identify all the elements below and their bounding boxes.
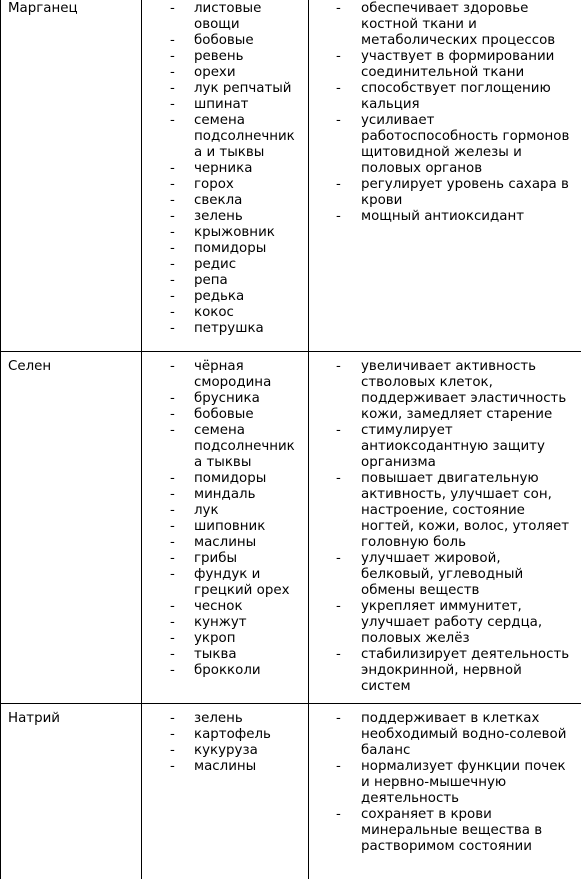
- list-item: [309, 551, 581, 599]
- list-item-text: укрепляет иммунитет, улучшает работу сердца, половых желёз: [361, 599, 542, 646]
- list-item: [142, 551, 308, 567]
- bullet-dash: -: [170, 551, 175, 567]
- bullet-dash: -: [170, 241, 175, 257]
- list-item: [142, 49, 308, 65]
- bullet-dash: -: [336, 551, 341, 567]
- list-item-text: тыква: [194, 647, 237, 662]
- list-item: [142, 743, 308, 759]
- list-item-text: миндаль: [194, 487, 255, 502]
- list-item-text: редис: [194, 257, 236, 272]
- list-item-text: черника: [194, 161, 252, 176]
- health-effects-cell: [309, 704, 581, 879]
- list-item-text: петрушка: [194, 321, 264, 336]
- list-item-text: способствует поглощению кальция: [361, 81, 551, 112]
- bullet-dash: -: [336, 81, 341, 97]
- bullet-dash: -: [170, 177, 175, 193]
- health-effects-list: [309, 359, 581, 695]
- bullet-dash: -: [170, 471, 175, 487]
- list-item-text: редька: [194, 289, 244, 304]
- list-item: [142, 599, 308, 615]
- list-item-text: зелень: [194, 209, 243, 224]
- bullet-dash: -: [170, 727, 175, 743]
- element-name-cell: [1, 704, 142, 879]
- bullet-dash: -: [170, 663, 175, 679]
- list-item-text: обеспечивает здоровье костной ткани и метаболических процессов: [361, 1, 555, 48]
- list-item: [142, 289, 308, 305]
- list-item-text: свекла: [194, 193, 242, 208]
- bullet-dash: -: [336, 177, 341, 193]
- list-item-text: мощный антиоксидант: [361, 209, 524, 224]
- list-item: [142, 81, 308, 97]
- list-item-text: повышает двигательную активность, улучшает сон, настроение, состояние ногтей, кожи, волос, утоляет головную боль: [361, 471, 569, 550]
- list-item: [142, 503, 308, 519]
- list-item: [142, 759, 308, 775]
- list-item: [309, 209, 581, 225]
- bullet-dash: -: [170, 759, 175, 775]
- bullet-dash: -: [170, 97, 175, 113]
- element-name: Марганец: [8, 1, 78, 16]
- bullet-dash: -: [336, 711, 341, 727]
- list-item-text: усиливает работоспособность гормонов щитовидной железы и половых органов: [361, 113, 569, 176]
- list-item: [309, 81, 581, 113]
- food-sources-list: [142, 711, 308, 775]
- list-item-text: помидоры: [194, 471, 266, 486]
- list-item-text: ревень: [194, 49, 244, 64]
- bullet-dash: -: [170, 567, 175, 583]
- list-item-text: поддерживает в клетках необходимый водно-солевой баланс: [361, 711, 566, 758]
- food-sources-cell: [142, 704, 309, 879]
- list-item: [142, 519, 308, 535]
- list-item: [142, 209, 308, 225]
- list-item: [142, 241, 308, 257]
- list-item: [142, 647, 308, 663]
- element-name: Натрий: [8, 711, 60, 726]
- list-item-text: нормализует функции почек и нервно-мышечную деятельность: [361, 759, 566, 806]
- bullet-dash: -: [170, 49, 175, 65]
- table-row: [1, 704, 581, 879]
- list-item: [142, 305, 308, 321]
- list-item-text: регулирует уровень сахара в крови: [361, 177, 569, 208]
- list-item-text: брокколи: [194, 663, 261, 678]
- list-item: [309, 359, 581, 423]
- bullet-dash: -: [170, 359, 175, 375]
- food-sources-list: [142, 359, 308, 679]
- list-item: [142, 33, 308, 49]
- list-item: [142, 321, 308, 337]
- list-item-text: кокос: [194, 305, 234, 320]
- list-item-text: грибы: [194, 551, 237, 566]
- bullet-dash: -: [336, 113, 341, 129]
- list-item: [142, 423, 308, 471]
- list-item: [142, 631, 308, 647]
- list-item-text: семена подсолнечник а и тыквы: [194, 113, 295, 160]
- bullet-dash: -: [170, 81, 175, 97]
- list-item: [309, 759, 581, 807]
- list-item-text: чёрная смородина: [194, 359, 271, 390]
- bullet-dash: -: [336, 359, 341, 375]
- list-item-text: бобовые: [194, 407, 254, 422]
- list-item-text: крыжовник: [194, 225, 275, 240]
- health-effects-list: [309, 1, 581, 225]
- bullet-dash: -: [170, 423, 175, 439]
- list-item-text: кунжут: [194, 615, 247, 630]
- list-item-text: кукуруза: [194, 743, 258, 758]
- bullet-dash: -: [336, 1, 341, 17]
- food-sources-cell: [142, 352, 309, 704]
- bullet-dash: -: [170, 631, 175, 647]
- list-item: [309, 711, 581, 759]
- bullet-dash: -: [170, 257, 175, 273]
- list-item: [142, 727, 308, 743]
- element-name-cell: [1, 352, 142, 704]
- bullet-dash: -: [170, 535, 175, 551]
- bullet-dash: -: [336, 647, 341, 663]
- list-item-text: репа: [194, 273, 228, 288]
- list-item: [142, 65, 308, 81]
- bullet-dash: -: [170, 225, 175, 241]
- bullet-dash: -: [170, 321, 175, 337]
- bullet-dash: -: [170, 193, 175, 209]
- list-item: [142, 535, 308, 551]
- list-item: [309, 807, 581, 855]
- list-item-text: зелень: [194, 711, 243, 726]
- list-item-text: участвует в формировании соединительной ткани: [361, 49, 554, 80]
- bullet-dash: -: [170, 289, 175, 305]
- element-name-cell: [1, 0, 142, 352]
- bullet-dash: -: [336, 49, 341, 65]
- bullet-dash: -: [170, 615, 175, 631]
- list-item-text: семена подсолнечник а тыквы: [194, 423, 295, 470]
- list-item-text: орехи: [194, 65, 236, 80]
- list-item-text: сохраняет в крови минеральные вещества в растворимом состоянии: [361, 807, 542, 854]
- list-item: [142, 193, 308, 209]
- list-item: [142, 177, 308, 193]
- list-item: [309, 177, 581, 209]
- list-item: [142, 567, 308, 599]
- bullet-dash: -: [336, 759, 341, 775]
- bullet-dash: -: [336, 807, 341, 823]
- list-item-text: шпинат: [194, 97, 248, 112]
- table-row: [1, 0, 581, 352]
- food-sources-cell: [142, 0, 309, 352]
- list-item: [142, 359, 308, 391]
- list-item: [142, 407, 308, 423]
- bullet-dash: -: [170, 113, 175, 129]
- list-item-text: лук репчатый: [194, 81, 292, 96]
- list-item-text: маслины: [194, 759, 256, 774]
- bullet-dash: -: [170, 161, 175, 177]
- list-item-text: лук: [194, 503, 219, 518]
- list-item: [309, 471, 581, 551]
- list-item: [309, 49, 581, 81]
- list-item: [142, 663, 308, 679]
- list-item: [142, 615, 308, 631]
- list-item: [142, 225, 308, 241]
- bullet-dash: -: [170, 33, 175, 49]
- list-item: [142, 1, 308, 33]
- bullet-dash: -: [170, 599, 175, 615]
- list-item-text: стабилизирует деятельность эндокринной, нервной систем: [361, 647, 569, 694]
- list-item-text: стимулирует антиоксодантную защиту организма: [361, 423, 545, 470]
- health-effects-list: [309, 711, 581, 855]
- bullet-dash: -: [336, 209, 341, 225]
- bullet-dash: -: [336, 599, 341, 615]
- food-sources-list: [142, 1, 308, 337]
- list-item-text: фундук и грецкий орех: [194, 567, 290, 598]
- bullet-dash: -: [170, 407, 175, 423]
- element-name: Селен: [8, 359, 51, 374]
- table-row: [1, 352, 581, 704]
- list-item: [142, 257, 308, 273]
- list-item: [142, 471, 308, 487]
- list-item-text: чеснок: [194, 599, 243, 614]
- list-item: [142, 711, 308, 727]
- list-item-text: бобовые: [194, 33, 254, 48]
- bullet-dash: -: [170, 519, 175, 535]
- health-effects-cell: [309, 0, 581, 352]
- list-item: [142, 113, 308, 161]
- list-item: [142, 161, 308, 177]
- bullet-dash: -: [170, 209, 175, 225]
- list-item-text: укроп: [194, 631, 235, 646]
- bullet-dash: -: [170, 503, 175, 519]
- health-effects-cell: [309, 352, 581, 704]
- list-item-text: листовые овощи: [194, 1, 261, 32]
- list-item: [142, 487, 308, 503]
- bullet-dash: -: [170, 487, 175, 503]
- list-item-text: улучшает жировой, белковый, углеводный обмены веществ: [361, 551, 523, 598]
- list-item-text: горох: [194, 177, 234, 192]
- list-item-text: картофель: [194, 727, 271, 742]
- list-item-text: увеличивает активность стволовых клеток, поддерживает эластичность кожи, замедляет старение: [361, 359, 566, 422]
- bullet-dash: -: [170, 305, 175, 321]
- bullet-dash: -: [170, 647, 175, 663]
- bullet-dash: -: [336, 471, 341, 487]
- list-item-text: маслины: [194, 535, 256, 550]
- bullet-dash: -: [170, 743, 175, 759]
- list-item: [142, 273, 308, 289]
- bullet-dash: -: [170, 391, 175, 407]
- bullet-dash: -: [170, 273, 175, 289]
- list-item: [309, 647, 581, 695]
- list-item-text: помидоры: [194, 241, 266, 256]
- list-item: [309, 599, 581, 647]
- list-item: [309, 113, 581, 177]
- bullet-dash: -: [170, 65, 175, 81]
- list-item: [142, 97, 308, 113]
- list-item: [142, 391, 308, 407]
- list-item: [309, 1, 581, 49]
- bullet-dash: -: [170, 711, 175, 727]
- list-item-text: брусника: [194, 391, 260, 406]
- bullet-dash: -: [336, 423, 341, 439]
- list-item: [309, 423, 581, 471]
- list-item-text: шиповник: [194, 519, 265, 534]
- bullet-dash: -: [170, 1, 175, 17]
